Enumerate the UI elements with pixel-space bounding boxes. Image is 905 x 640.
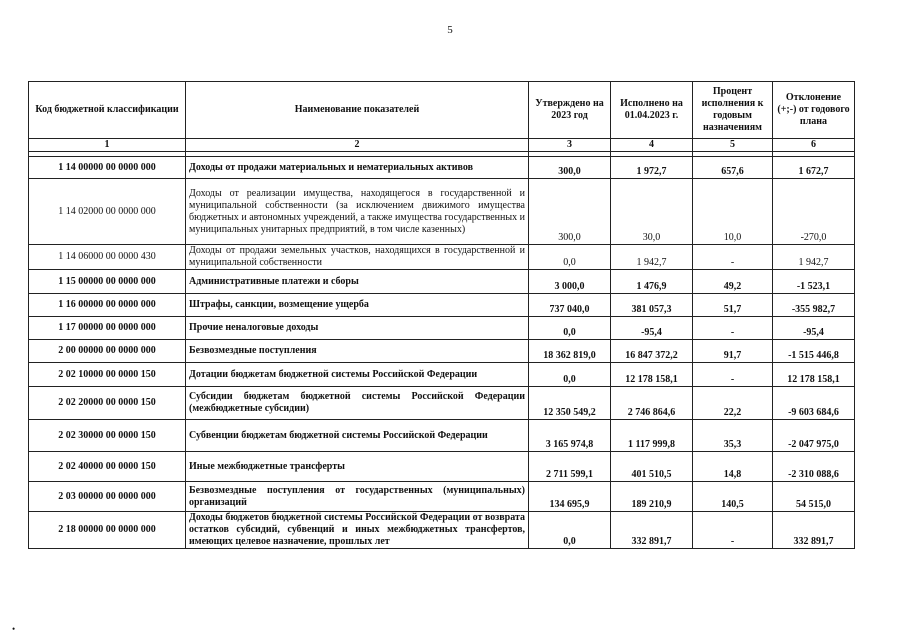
table-row [29, 452, 855, 482]
percent-cell: 22,2 [693, 387, 773, 420]
deviation-cell: -1 523,1 [773, 270, 855, 294]
percent-cell: 657,6 [693, 157, 773, 179]
executed-cell: 2 746 864,6 [611, 387, 693, 420]
deviation-cell: -355 982,7 [773, 294, 855, 317]
deviation-cell: -2 310 088,6 [773, 452, 855, 482]
percent-cell: 14,8 [693, 452, 773, 482]
deviation-cell: -2 047 975,0 [773, 420, 855, 452]
deviation-cell: -95,4 [773, 317, 855, 340]
table-row [29, 245, 855, 270]
code-cell: 1 16 00000 00 0000 000 [29, 294, 186, 317]
name-cell: Доходы от реализации имущества, находящегося в государственной и муниципальной собственности (за исключением движимого имущества бюджетных и автономных учреждений, а также имущества государственных и муниципальных унитарных предприятий, в том числе казенных) [186, 179, 529, 245]
scan-mark: • [12, 624, 16, 634]
column-index: 2 [186, 139, 529, 152]
table-body [29, 157, 855, 549]
approved-cell: 300,0 [529, 157, 611, 179]
table-row [29, 317, 855, 340]
column-index: 1 [29, 139, 186, 152]
column-index: 3 [529, 139, 611, 152]
percent-cell: - [693, 363, 773, 387]
deviation-cell: 12 178 158,1 [773, 363, 855, 387]
executed-cell: 30,0 [611, 179, 693, 245]
percent-cell: - [693, 317, 773, 340]
table-row [29, 363, 855, 387]
deviation-cell: 1 942,7 [773, 245, 855, 270]
percent-cell: - [693, 512, 773, 549]
table-row [29, 179, 855, 245]
name-cell: Безвозмездные поступления от государственных (муниципальных) организаций [186, 482, 529, 512]
budget-table [28, 81, 855, 549]
name-cell: Безвозмездные поступления [186, 340, 529, 363]
deviation-cell: -270,0 [773, 179, 855, 245]
code-cell: 2 18 00000 00 0000 000 [29, 512, 186, 549]
deviation-cell: -9 603 684,6 [773, 387, 855, 420]
name-cell: Субсидии бюджетам бюджетной системы Российской Федерации (межбюджетные субсидии) [186, 387, 529, 420]
executed-cell: 189 210,9 [611, 482, 693, 512]
percent-cell: 49,2 [693, 270, 773, 294]
approved-cell: 12 350 549,2 [529, 387, 611, 420]
name-cell: Доходы от продажи земельных участков, находящихся в государственной и муниципальной собственности [186, 245, 529, 270]
code-cell: 1 17 00000 00 0000 000 [29, 317, 186, 340]
code-cell: 2 02 30000 00 0000 150 [29, 420, 186, 452]
percent-cell: 35,3 [693, 420, 773, 452]
executed-cell: 1 117 999,8 [611, 420, 693, 452]
header-executed: Исполнено на 01.04.2023 г. [611, 82, 693, 139]
header-row [29, 82, 855, 139]
name-cell: Доходы бюджетов бюджетной системы Российской Федерации от возврата остатков субсидий, субвенций и иных межбюджетных трансфертов, имеющих целевое назначение, прошлых лет [186, 512, 529, 549]
approved-cell: 0,0 [529, 512, 611, 549]
approved-cell: 737 040,0 [529, 294, 611, 317]
header-name: Наименование показателей [186, 82, 529, 139]
name-cell: Дотации бюджетам бюджетной системы Российской Федерации [186, 363, 529, 387]
approved-cell: 2 711 599,1 [529, 452, 611, 482]
page-number: 5 [447, 24, 453, 36]
executed-cell: 16 847 372,2 [611, 340, 693, 363]
code-cell: 1 14 00000 00 0000 000 [29, 157, 186, 179]
deviation-cell: -1 515 446,8 [773, 340, 855, 363]
table-row [29, 512, 855, 549]
executed-cell: 1 942,7 [611, 245, 693, 270]
executed-cell: 401 510,5 [611, 452, 693, 482]
name-cell: Штрафы, санкции, возмещение ущерба [186, 294, 529, 317]
column-index: 5 [693, 139, 773, 152]
column-index-row [29, 139, 855, 152]
column-index: 6 [773, 139, 855, 152]
header-deviation: Отклонение (+;-) от годового плана [773, 82, 855, 139]
table-row [29, 157, 855, 179]
header-approved: Утверждено на 2023 год [529, 82, 611, 139]
percent-cell: 51,7 [693, 294, 773, 317]
percent-cell: 91,7 [693, 340, 773, 363]
executed-cell: -95,4 [611, 317, 693, 340]
code-cell: 2 00 00000 00 0000 000 [29, 340, 186, 363]
name-cell: Административные платежи и сборы [186, 270, 529, 294]
code-cell: 1 14 06000 00 0000 430 [29, 245, 186, 270]
approved-cell: 134 695,9 [529, 482, 611, 512]
header-code: Код бюджетной классификации [29, 82, 186, 139]
approved-cell: 3 000,0 [529, 270, 611, 294]
code-cell: 2 03 00000 00 0000 000 [29, 482, 186, 512]
percent-cell: 140,5 [693, 482, 773, 512]
table-row [29, 420, 855, 452]
code-cell: 2 02 10000 00 0000 150 [29, 363, 186, 387]
deviation-cell: 1 672,7 [773, 157, 855, 179]
name-cell: Прочие неналоговые доходы [186, 317, 529, 340]
name-cell: Субвенции бюджетам бюджетной системы Российской Федерации [186, 420, 529, 452]
approved-cell: 0,0 [529, 317, 611, 340]
percent-cell: - [693, 245, 773, 270]
code-cell: 2 02 20000 00 0000 150 [29, 387, 186, 420]
column-index: 4 [611, 139, 693, 152]
name-cell: Доходы от продажи материальных и нематериальных активов [186, 157, 529, 179]
approved-cell: 0,0 [529, 363, 611, 387]
name-cell: Иные межбюджетные трансферты [186, 452, 529, 482]
executed-cell: 1 972,7 [611, 157, 693, 179]
approved-cell: 300,0 [529, 179, 611, 245]
approved-cell: 3 165 974,8 [529, 420, 611, 452]
approved-cell: 0,0 [529, 245, 611, 270]
table-row [29, 270, 855, 294]
code-cell: 2 02 40000 00 0000 150 [29, 452, 186, 482]
executed-cell: 332 891,7 [611, 512, 693, 549]
deviation-cell: 54 515,0 [773, 482, 855, 512]
header-percent: Процент исполнения к годовым назначениям [693, 82, 773, 139]
executed-cell: 12 178 158,1 [611, 363, 693, 387]
table-row [29, 387, 855, 420]
code-cell: 1 15 00000 00 0000 000 [29, 270, 186, 294]
percent-cell: 10,0 [693, 179, 773, 245]
executed-cell: 1 476,9 [611, 270, 693, 294]
table-row [29, 482, 855, 512]
table-row [29, 294, 855, 317]
executed-cell: 381 057,3 [611, 294, 693, 317]
approved-cell: 18 362 819,0 [529, 340, 611, 363]
code-cell: 1 14 02000 00 0000 000 [29, 179, 186, 245]
deviation-cell: 332 891,7 [773, 512, 855, 549]
table-row [29, 340, 855, 363]
